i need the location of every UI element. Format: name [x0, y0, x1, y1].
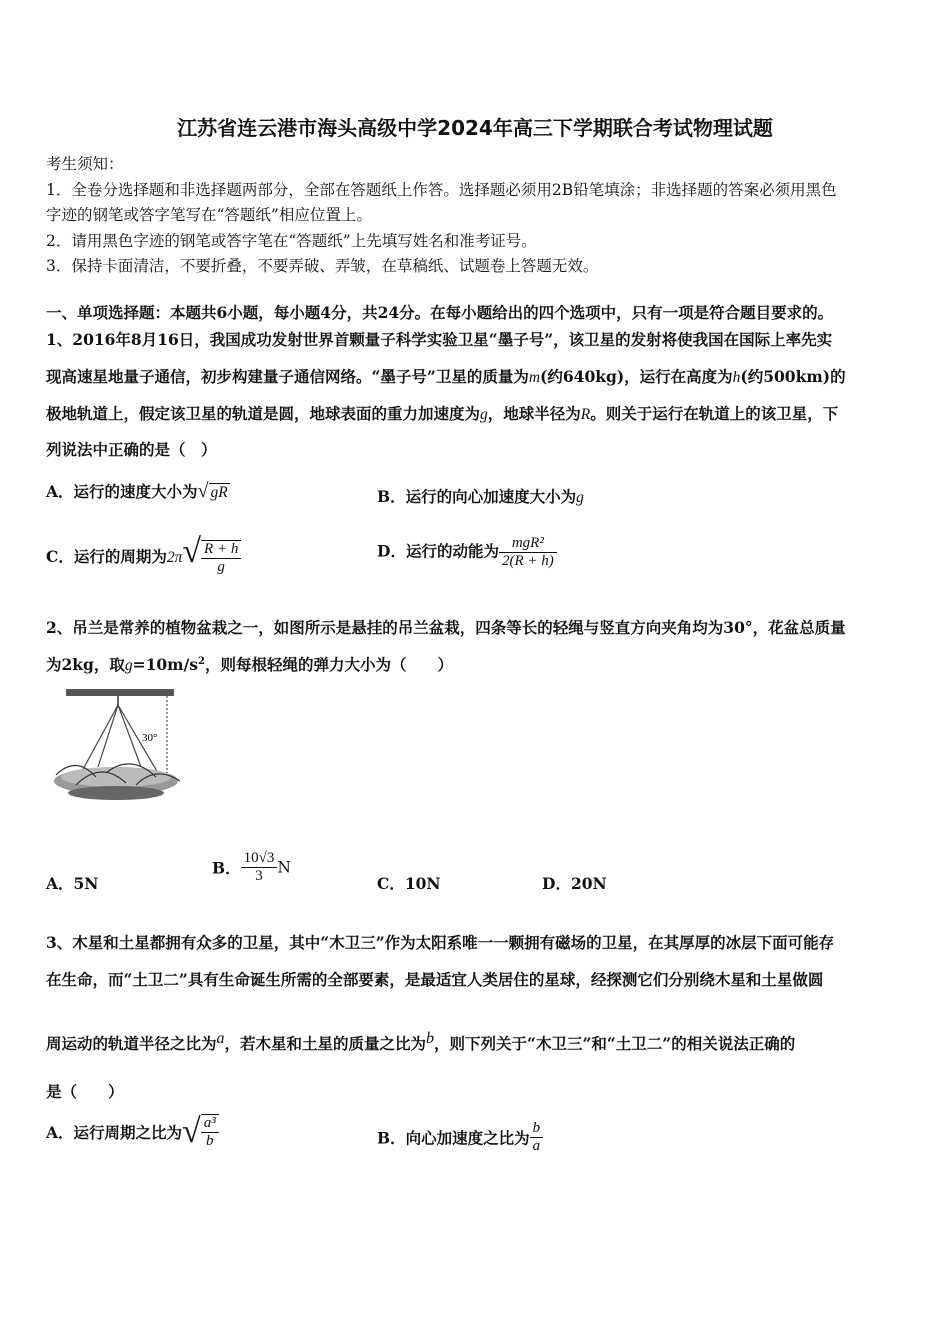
q2-option-d: D．20N — [542, 874, 607, 893]
option-fraction — [201, 1114, 219, 1150]
q2-line — [46, 653, 453, 675]
option-fraction — [201, 540, 241, 576]
sqrt-sign: √ — [197, 480, 209, 502]
q2-text: ，则每根轻绳的弹力大小为（ ） — [204, 655, 453, 674]
q3-line — [46, 1030, 795, 1054]
fraction-den: b — [205, 1133, 214, 1149]
q3-text: 周运动的轨道半径之比为 — [46, 1034, 217, 1054]
option-math: g — [576, 489, 584, 506]
fraction-den: g — [217, 559, 225, 575]
q1-text: (约500km)的 — [740, 367, 846, 386]
flower-pot — [68, 786, 164, 800]
q3-line: 在生命，而“土卫二”具有生命诞生所需的全部要素，是最适宜人类居住的星球，经探测它们分别绕木星和土星做圆 — [46, 970, 824, 989]
q1-option-c — [46, 533, 241, 576]
notice-item: 2．请用黑色字迹的钢笔或答字笔在“答题纸”上先填写姓名和准考证号。 — [46, 232, 537, 250]
notice-item: 3．保持卡面清洁，不要折叠，不要弄破、弄皱，在草稿纸、试题卷上答题无效。 — [46, 257, 599, 275]
q1-line: 列说法中正确的是（ ） — [46, 440, 217, 459]
q1-text: 。则关于运行在轨道上的该卫星，下 — [590, 404, 839, 423]
unit: N — [277, 858, 291, 877]
q2-text: =10m/s — [132, 655, 198, 674]
sqrt-sign: √ — [182, 1113, 201, 1150]
var-m: m — [528, 369, 541, 386]
fraction-den: 2(R + h) — [501, 553, 554, 569]
q2-option-b — [212, 850, 291, 885]
q1-text: 现高速星地量子通信，初步构建量子通信网络。“墨子号”卫星的质量为 — [46, 367, 529, 386]
var-g: g — [480, 406, 488, 423]
superscript: 2 — [197, 655, 205, 667]
q1-line — [46, 402, 838, 424]
notice-item: 字迹的钢笔或答字笔写在“答题纸”相应位置上。 — [46, 206, 372, 224]
fraction-den: 3 — [255, 868, 263, 884]
fraction-num: 10√3 — [241, 850, 278, 868]
var-b: b — [426, 1030, 435, 1047]
q1-option-a — [46, 480, 230, 503]
option-fraction — [499, 535, 557, 570]
option-fraction — [530, 1120, 544, 1155]
section-heading: 一、单项选择题：本题共6小题，每小题4分，共24分。在每小题给出的四个选项中，只有一项是符合题目要求的。 — [46, 303, 834, 322]
q1-line: 1、2016年8月16日，我国成功发射世界首颗量子科学实验卫星“墨子号”，该卫星的发射将使我国在国际上率先实 — [46, 330, 833, 349]
option-math: gR — [210, 484, 228, 501]
q2-option-c: C．10N — [377, 874, 441, 893]
q1-text: 极地轨道上，假定该卫星的轨道是圆，地球表面的重力加速度为 — [46, 404, 481, 423]
q3-text: ，若木星和土星的质量之比为 — [224, 1034, 427, 1054]
q3-text: ，则下列关于“木卫三”和“土卫二”的相关说法正确的 — [434, 1034, 796, 1054]
fraction-num: a³ — [201, 1115, 219, 1133]
q3-option-b — [377, 1120, 543, 1155]
fraction-num: R + h — [201, 541, 241, 559]
notice-heading: 考生须知： — [46, 155, 124, 173]
q2-option-a: A．5N — [46, 874, 99, 893]
q2-text: 为2kg，取 — [46, 655, 125, 674]
var-a: a — [216, 1030, 225, 1047]
angle-label: 30° — [142, 732, 158, 744]
option-math: 2π — [166, 549, 183, 566]
option-label: A．运行的速度大小为 — [46, 482, 198, 501]
q3-option-a — [46, 1113, 219, 1151]
rope — [118, 705, 141, 767]
fraction-num: mgR² — [499, 535, 557, 553]
page-title: 江苏省连云港市海头高级中学2024年高三下学期联合考试物理试题 — [177, 116, 773, 140]
option-label: B．运行的向心加速度大小为 — [377, 487, 577, 506]
q2-line: 2、吊兰是常养的植物盆栽之一，如图所示是悬挂的吊兰盆栽，四条等长的轻绳与竖直方向夹角均为30°，花盆总质量 — [46, 618, 846, 637]
fraction-num: b — [530, 1120, 544, 1138]
q1-text: (约640kg)，运行在高度为 — [540, 367, 733, 386]
notice-item: 1．全卷分选择题和非选择题两部分，全部在答题纸上作答。选择题必须用2B铅笔填涂；非选择题的答案必须用黑色 — [46, 181, 837, 199]
q1-option-b — [377, 485, 584, 507]
var-g: g — [124, 657, 133, 674]
option-label: A．运行周期之比为 — [46, 1123, 183, 1142]
option-fraction — [241, 850, 278, 885]
q1-text: ，地球半径为 — [487, 404, 581, 423]
var-h: h — [732, 369, 741, 386]
fraction-den: a — [532, 1138, 541, 1154]
option-label: D．运行的动能为 — [377, 541, 499, 561]
ceiling-bar — [66, 689, 174, 696]
q1-option-d — [377, 535, 557, 570]
sqrt-sign: √ — [182, 533, 202, 570]
q1-line — [46, 365, 846, 387]
option-label: B． — [212, 858, 241, 878]
q3-line: 3、木星和土星都拥有众多的卫星，其中“木卫三”作为太阳系唯一一颗拥有磁场的卫星，在其厚厚的冰层下面可能存 — [46, 933, 835, 952]
option-label: C．运行的周期为 — [46, 547, 167, 566]
hanging-plant-figure — [46, 685, 186, 810]
option-label: B．向心加速度之比为 — [377, 1128, 530, 1148]
q3-line: 是（ ） — [46, 1082, 124, 1101]
var-R: R — [580, 406, 591, 423]
